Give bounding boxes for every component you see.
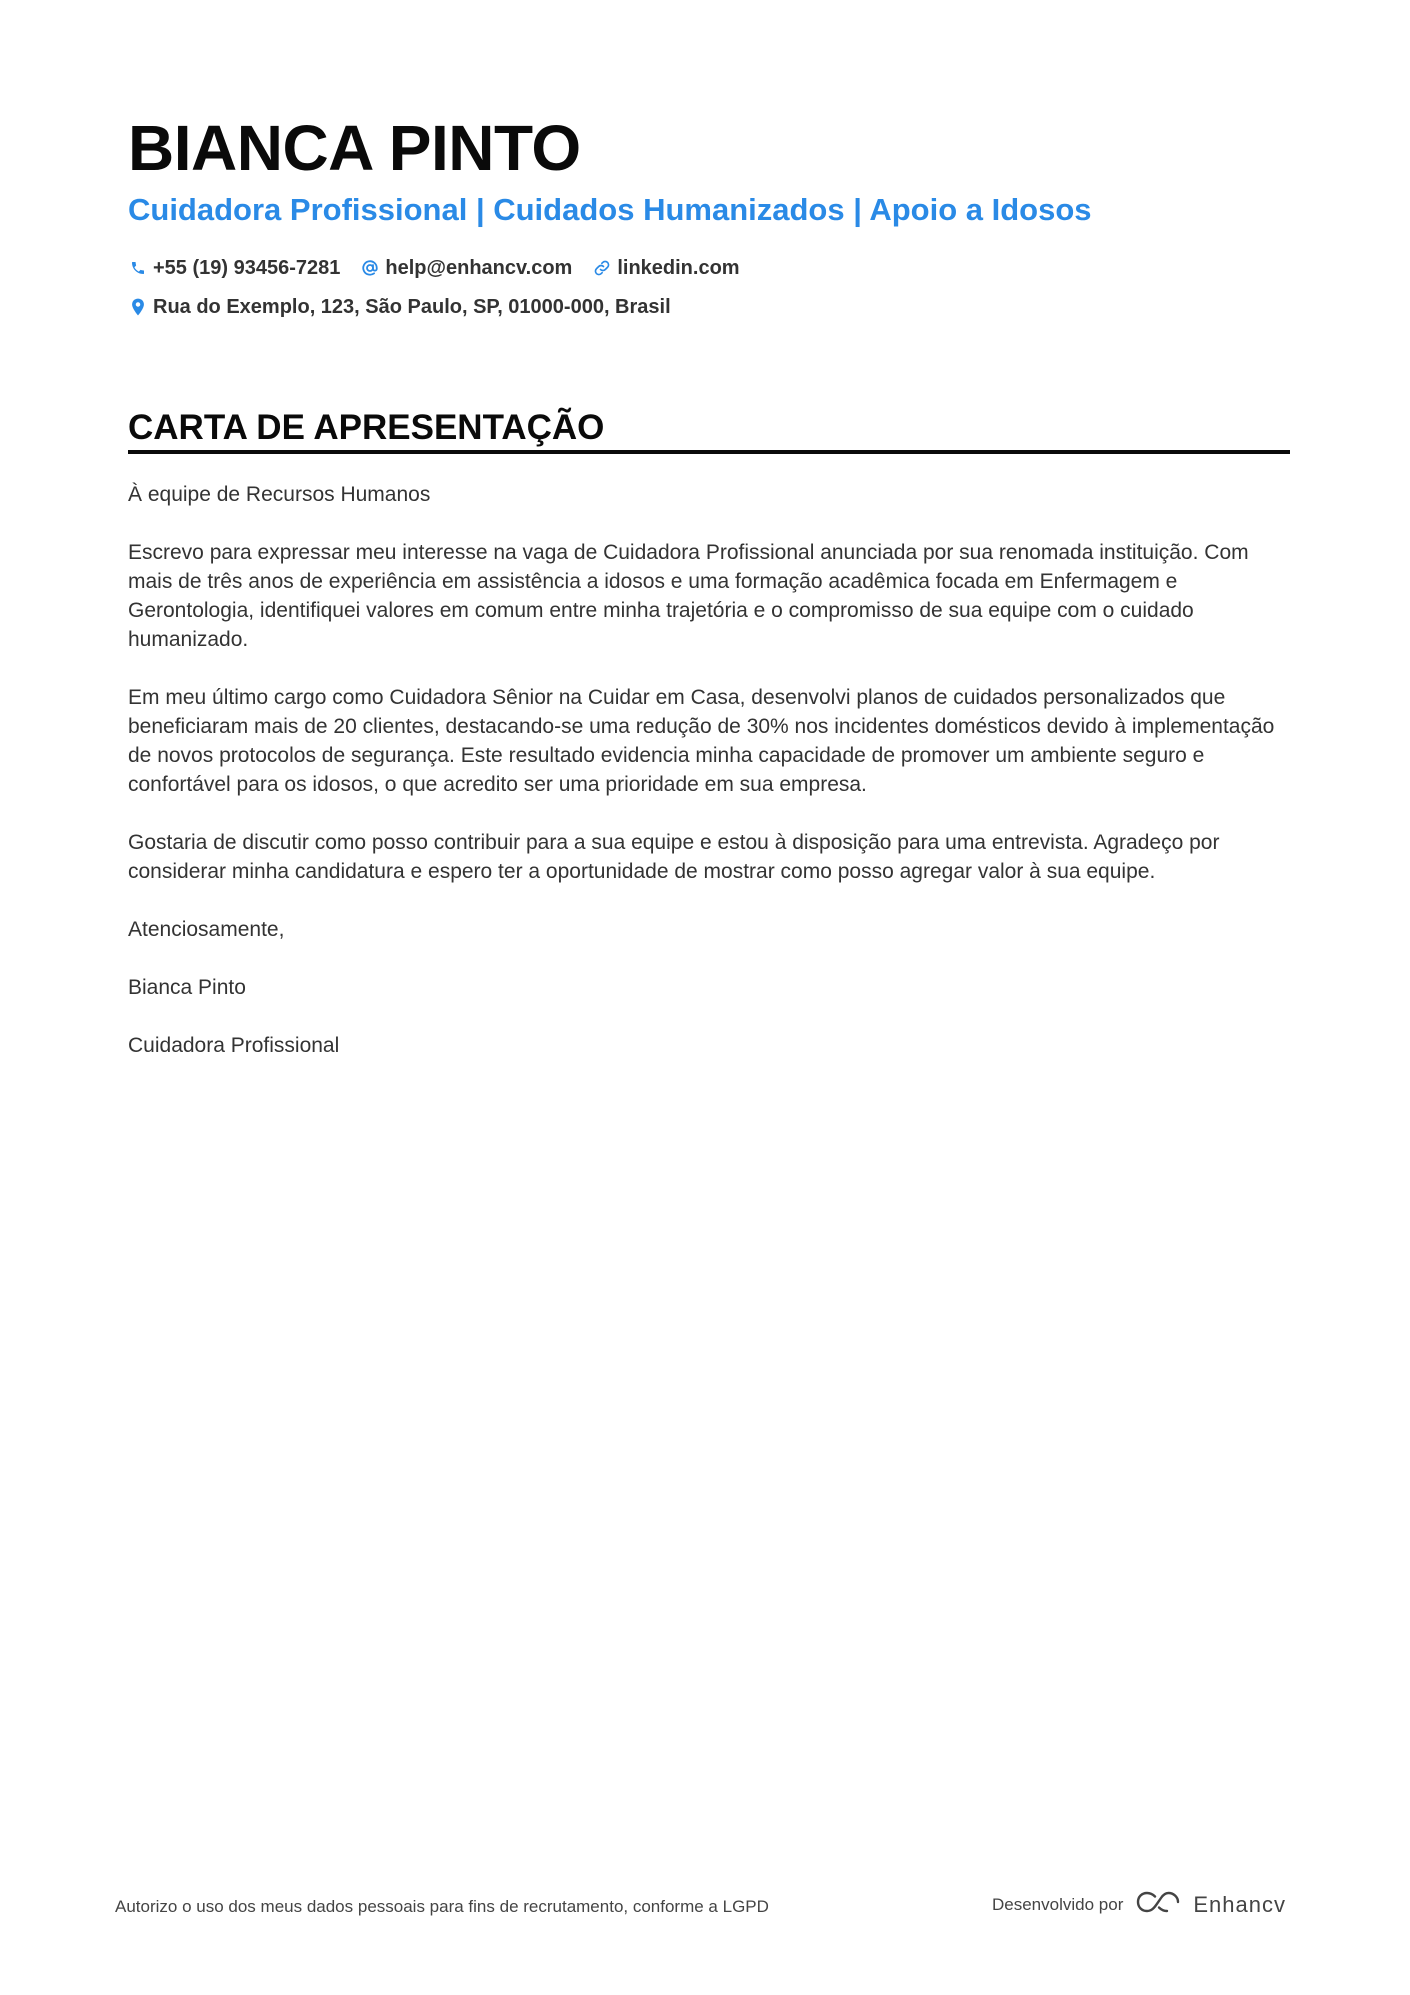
phone-text: +55 (19) 93456-7281 [153, 257, 341, 279]
email-text: help@enhancv.com [385, 257, 573, 279]
letter-greeting: À equipe de Recursos Humanos [128, 483, 431, 506]
signature-title: Cuidadora Profissional [128, 1034, 340, 1057]
candidate-headline: Cuidadora Profissional | Cuidados Humanizados | Apoio a Idosos [128, 192, 1092, 227]
contact-link[interactable] [592, 254, 739, 282]
contact-address [128, 293, 671, 321]
letter-body [128, 480, 1290, 1089]
letter-paragraph: Em meu último cargo como Cuidadora Sênior na Cuidar em Casa, desenvolvi planos de cuidados personalizados que beneficiaram mais de 20 clientes, destacando-se uma redução de 30% nos incidentes domésticos devido à implementação de novos protocolos de segurança. Este resultado evidencia minha capacidade de promover um ambiente seguro e confortável para os idosos, o que acredito ser uma prioridade em sua empresa. [128, 686, 1275, 796]
brand-link[interactable] [1135, 1890, 1286, 1919]
powered-by-label: Desenvolvido por [992, 1894, 1124, 1914]
brand-name: Enhancv [1193, 1891, 1286, 1917]
candidate-name: BIANCA PINTO [128, 112, 581, 184]
letter-paragraph: Escrevo para expressar meu interesse na vaga de Cuidadora Profissional anunciada por sua renomada instituição. Com mais de três anos de experiência em assistência a idosos e uma formação acadêmica focada em Enfermagem e Gerontologia, identifiquei valores em comum entre minha trajetória e o compromisso de sua equipe com o cuidado humanizado. [128, 541, 1249, 651]
footer-branding [992, 1890, 1286, 1919]
at-icon [360, 258, 380, 278]
letter-closing: Atenciosamente, [128, 918, 285, 941]
link-text: linkedin.com [617, 257, 740, 279]
signature-name: Bianca Pinto [128, 976, 246, 999]
section-title: CARTA DE APRESENTAÇÃO [128, 408, 605, 447]
location-pin-icon [128, 297, 148, 317]
address-row [128, 293, 691, 321]
section-divider [128, 450, 1290, 454]
contact-phone [128, 254, 340, 282]
contact-email[interactable] [360, 254, 572, 282]
footer-consent: Autorizo o uso dos meus dados pessoais para fins de recrutamento, conforme a LGPD [115, 1897, 769, 1916]
link-icon [592, 258, 612, 278]
address-text: Rua do Exemplo, 123, São Paulo, SP, 01000-000, Brasil [153, 296, 671, 318]
phone-icon [128, 258, 148, 278]
enhancv-logo-icon [1135, 1890, 1181, 1919]
letter-paragraph: Gostaria de discutir como posso contribuir para a sua equipe e estou à disposição para uma entrevista. Agradeço por considerar minha candidatura e espero ter a oportunidade de mostrar como posso agregar valor à sua equipe. [128, 831, 1220, 883]
contact-row [128, 254, 760, 282]
